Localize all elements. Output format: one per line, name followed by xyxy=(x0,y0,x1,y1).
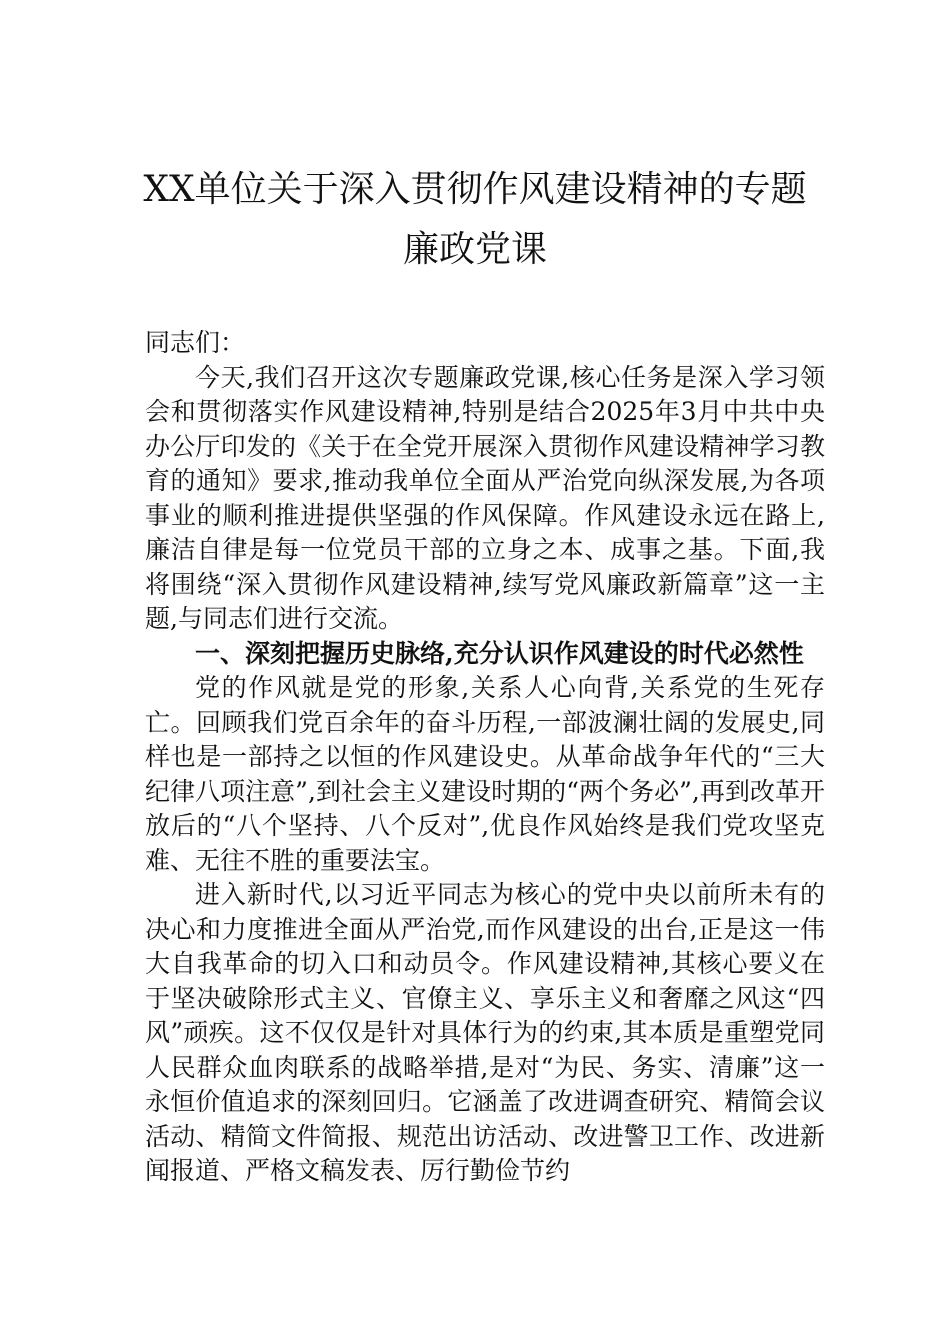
section-heading-1: 一、深刻把握历史脉络,充分认识作风建设的时代必然性 xyxy=(195,638,804,668)
document-title xyxy=(120,160,830,280)
document-body xyxy=(145,326,825,1189)
salutation: 同志们： xyxy=(145,328,246,357)
paragraph-new-era: 进入新时代,以习近平同志为核心的党中央以前所未有的决心和力度推进全面从严治党,而作风建设的出台,正是这一伟大自我革命的切入口和动员令。作风建设精神,其核心要义在于坚决破除形式主义、官僚主义、享乐主义和奢靡之风这“四风”顽疾。这不仅仅是针对具体行为的约束,其本质是重塑党同人民群众血肉联系的战略举措,是对“为民、务实、清廉”这一永恒价值追求的深刻回归。它涵盖了改进调查研究、精简会议活动、精简文件简报、规范出访活动、改进警卫工作、改进新闻报道、严格文稿发表、厉行勤俭节约 xyxy=(145,880,825,1185)
title-line-2: 廉政党课 xyxy=(402,229,547,270)
paragraph-intro: 今天,我们召开这次专题廉政党课,核心任务是深入学习领会和贯彻落实作风建设精神,特别是结合2025年3月中共中央办公厅印发的《关于在全党开展深入贯彻作风建设精神学习教育的通知》要求,推动我单位全面从严治党向纵深发展,为各项事业的顺利推进提供坚强的作风保障。作风建设永远在路上,廉洁自律是每一位党员干部的立身之本、成事之基。下面,我将围绕“深入贯彻作风建设精神,续写党风廉政新篇章”这一主题,与同志们进行交流。 xyxy=(145,362,825,633)
title-line-1: XX单位关于深入贯彻作风建设精神的专题 xyxy=(143,169,807,210)
paragraph-history: 党的作风就是党的形象,关系人心向背,关系党的生死存亡。回顾我们党百余年的奋斗历程,一部波澜壮阔的发展史,同样也是一部持之以恒的作风建设史。从革命战争年代的“三大纪律八项注意”,到社会主义建设时期的“两个务必”,再到改革开放后的“八个坚持、八个反对”,优良作风始终是我们党攻坚克难、无往不胜的重要法宝。 xyxy=(145,673,825,875)
